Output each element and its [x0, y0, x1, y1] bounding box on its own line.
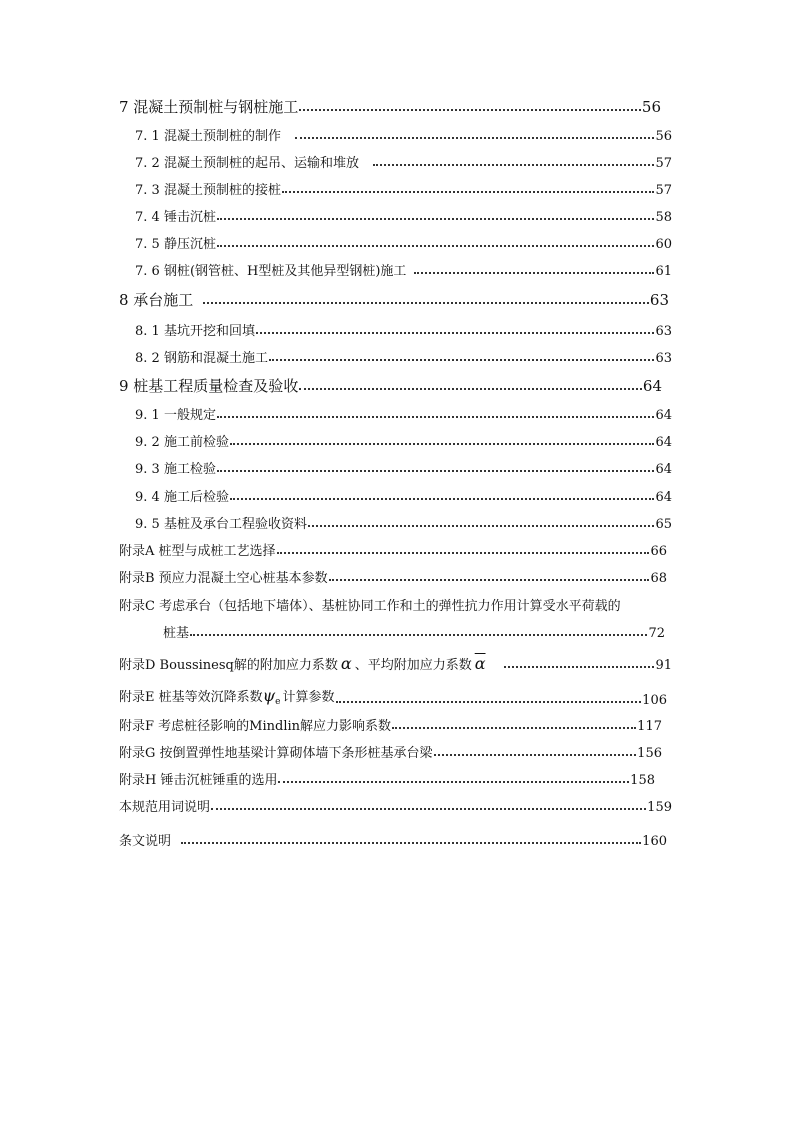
dot-leader: [181, 842, 641, 844]
toc-entry-label-part: 附录E 桩基等效沉降系数: [119, 690, 263, 705]
toc-entry-9-1[interactable]: [135, 409, 672, 422]
toc-entry-appendix-h[interactable]: [119, 774, 655, 787]
dot-leader: [414, 272, 654, 274]
toc-entry-label: 附录C 考虑承台（包括地下墙体）、基桩协同工作和土的弹性抗力作用计算受水平荷载的: [119, 599, 621, 614]
toc-entry-page: 156: [637, 746, 662, 761]
dot-leader: [336, 701, 642, 703]
toc-entry-page: 66: [650, 544, 667, 559]
toc-entry-label: 7. 2 混凝土预制桩的起吊、运输和堆放: [135, 156, 359, 171]
toc-entry-7-4[interactable]: [135, 211, 672, 224]
toc-entry-label: 9. 4 施工后检验: [135, 490, 229, 505]
toc-entry-page: 117: [637, 719, 662, 734]
toc-entry-8-2[interactable]: [135, 352, 672, 365]
toc-entry-page: 64: [655, 462, 672, 477]
dot-leader: [230, 498, 655, 500]
dot-leader: [230, 443, 655, 445]
toc-entry-label: 本规范用词说明: [119, 800, 211, 815]
toc-entry-page: 64: [655, 408, 672, 423]
toc-entry-appendix-c-continuation[interactable]: [163, 627, 665, 640]
toc-entry-page: 65: [655, 517, 672, 532]
toc-entry-page: 56: [641, 98, 661, 116]
toc-entry-label: 7 混凝土预制桩与钢桩施工: [119, 98, 299, 116]
toc-entry-page: 158: [630, 773, 655, 788]
psi-subscript: e: [275, 697, 281, 707]
dot-leader: [211, 808, 646, 810]
dot-leader: [434, 754, 637, 756]
toc-entry-label-part: 、平均附加应力系数: [354, 658, 472, 673]
toc-entry-page: 57: [655, 156, 672, 171]
dot-leader: [299, 388, 642, 390]
toc-entry-label: 8. 2 钢筋和混凝土施工: [135, 351, 268, 366]
toc-entry-page: 91: [655, 658, 672, 673]
dot-leader: [269, 359, 655, 361]
dot-leader: [278, 781, 629, 783]
toc-entry-7-2[interactable]: [135, 157, 672, 170]
dot-leader: [217, 416, 655, 418]
toc-entry-page: 58: [655, 210, 672, 225]
toc-entry-label: 附录H 锤击沉桩锤重的选用: [119, 773, 278, 788]
dot-leader: [203, 302, 649, 304]
toc-entry-label: [119, 656, 486, 672]
dot-leader: [217, 218, 655, 220]
toc-entry-9-5[interactable]: [135, 518, 672, 531]
toc-entry-label: 7. 6 钢桩(钢管桩、H型桩及其他异型钢桩)施工: [135, 264, 407, 279]
toc-entry-page: 57: [655, 183, 672, 198]
toc-entry-chapter-7[interactable]: [119, 100, 661, 115]
toc-entry-7-1[interactable]: [135, 130, 672, 143]
toc-entry-label: 8 承台施工: [119, 291, 194, 309]
toc-entry-page: 64: [655, 435, 672, 450]
toc-entry-page: 159: [647, 800, 672, 815]
dot-leader: [329, 579, 650, 581]
toc-entry-label: 9. 5 基桩及承台工程验收资料: [135, 517, 307, 532]
toc-entry-appendix-f[interactable]: [119, 720, 662, 733]
toc-entry-page: 60: [655, 237, 672, 252]
dot-leader: [217, 470, 655, 472]
dot-leader: [295, 137, 655, 139]
toc-entry-page: 63: [655, 324, 672, 339]
toc-entry-label: 7. 3 混凝土预制桩的接桩: [135, 183, 281, 198]
toc-entry-page: 72: [648, 626, 665, 641]
dot-leader: [392, 727, 636, 729]
toc-entry-8-1[interactable]: [135, 325, 672, 338]
toc-entry-label: 9. 3 施工检验: [135, 462, 216, 477]
toc-entry-9-3[interactable]: [135, 463, 672, 476]
toc-entry-label-part: 计算参数: [282, 690, 335, 705]
toc-entry-chapter-8[interactable]: [119, 293, 669, 308]
toc-entry-label: 7. 4 锤击沉桩: [135, 210, 216, 225]
toc-entry-7-3[interactable]: [135, 184, 672, 197]
toc-entry-label: 9. 1 一般规定: [135, 408, 216, 423]
dot-leader: [256, 332, 655, 334]
toc-entry-appendix-c-title[interactable]: [119, 600, 621, 613]
toc-entry-label: 附录A 桩型与成桩工艺选择: [119, 544, 276, 559]
toc-entry-usage-terms[interactable]: [119, 801, 672, 814]
toc-entry-appendix-g[interactable]: [119, 747, 662, 760]
toc-entry-article-notes[interactable]: [119, 835, 667, 848]
toc-entry-label: 附录F 考虑桩径影响的Mindlin解应力影响系数: [119, 719, 392, 734]
toc-entry-7-6[interactable]: [135, 265, 672, 278]
toc-entry-label: 7. 1 混凝土预制桩的制作: [135, 129, 281, 144]
dot-leader: [308, 525, 655, 527]
toc-entry-label: 8. 1 基坑开挖和回填: [135, 324, 255, 339]
toc-entry-label: 9 桩基工程质量检查及验收: [119, 377, 299, 395]
toc-entry-appendix-a[interactable]: [119, 545, 667, 558]
dot-leader: [299, 109, 641, 111]
toc-entry-9-4[interactable]: [135, 491, 672, 504]
toc-entry-page: 61: [655, 264, 672, 279]
psi-symbol: ψ: [262, 686, 276, 705]
dot-leader: [217, 245, 655, 247]
toc-entry-appendix-b[interactable]: [119, 572, 667, 585]
dot-leader: [504, 666, 655, 668]
toc-entry-page: 56: [655, 129, 672, 144]
toc-entry-chapter-9[interactable]: [119, 379, 662, 394]
dot-leader: [373, 164, 655, 166]
toc-entry-page: 63: [655, 351, 672, 366]
toc-entry-label: 附录G 按倒置弹性地基梁计算砌体墙下条形桩基承台梁: [119, 746, 433, 761]
dot-leader: [277, 552, 650, 554]
toc-entry-label: 条文说明: [119, 834, 172, 849]
toc-entry-appendix-e[interactable]: [119, 688, 667, 707]
toc-entry-page: 106: [642, 693, 667, 708]
toc-entry-7-5[interactable]: [135, 238, 672, 251]
toc-entry-label: [119, 688, 335, 707]
toc-entry-appendix-d[interactable]: [119, 656, 672, 672]
toc-entry-page: 68: [650, 571, 667, 586]
alpha-bar-symbol: $\overline{\alpha}$: [474, 654, 486, 673]
toc-entry-page: 64: [642, 377, 662, 395]
toc-entry-label: 附录B 预应力混凝土空心桩基本参数: [119, 571, 328, 586]
alpha-symbol: α: [340, 654, 352, 673]
dot-leader: [282, 191, 655, 193]
toc-entry-label-part: 附录D Boussinesq解的附加应力系数: [119, 658, 338, 673]
toc-entry-page: 63: [649, 291, 669, 309]
toc-entry-9-2[interactable]: [135, 436, 672, 449]
dot-leader: [190, 634, 647, 636]
toc-entry-label: 7. 5 静压沉桩: [135, 237, 216, 252]
toc-entry-label-continued: 桩基: [163, 626, 190, 641]
toc-entry-page: 64: [655, 490, 672, 505]
toc-entry-label: 9. 2 施工前检验: [135, 435, 229, 450]
toc-entry-page: 160: [642, 834, 667, 849]
